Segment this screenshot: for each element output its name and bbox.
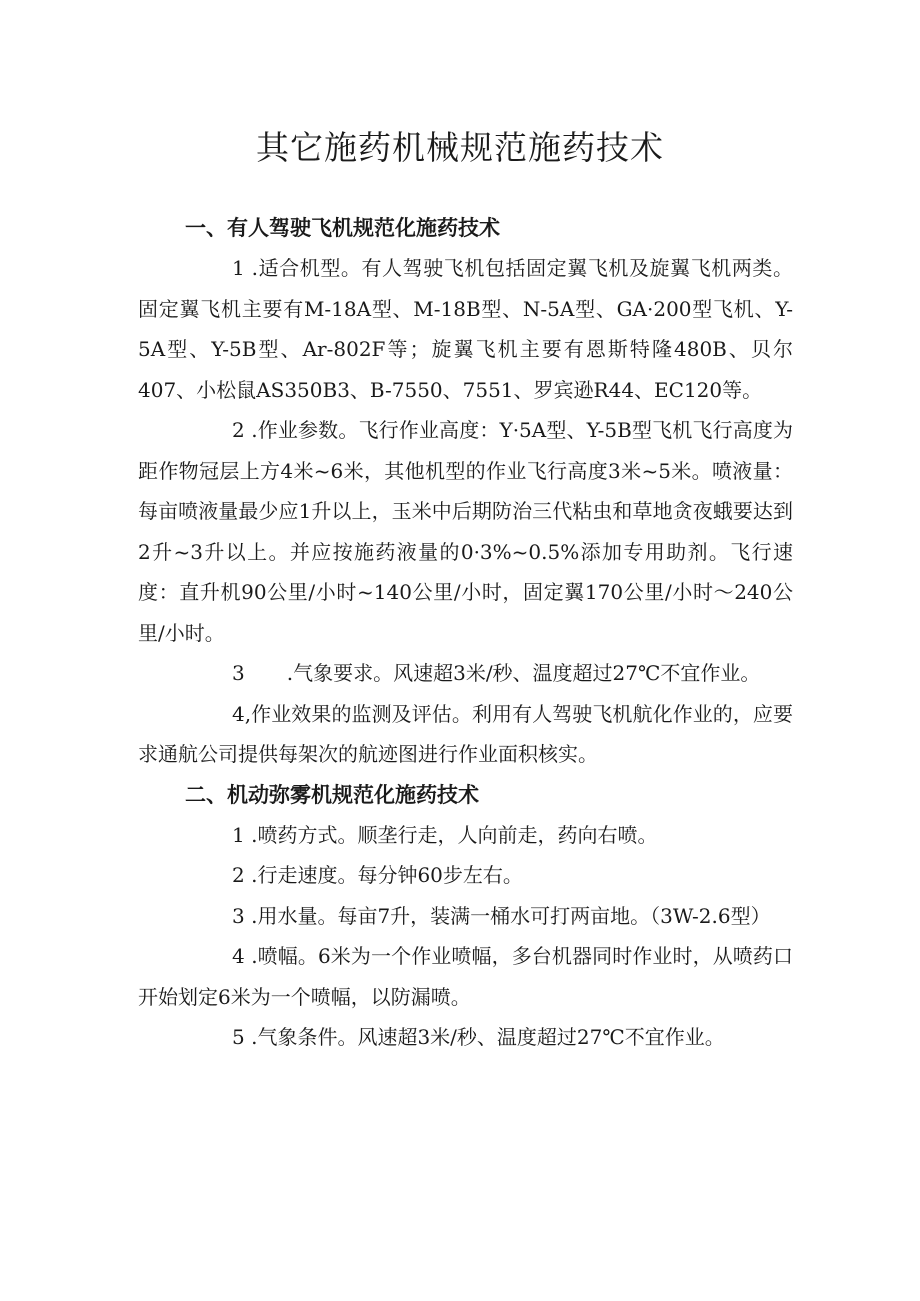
paragraph <box>138 1017 793 1058</box>
paragraph <box>138 694 793 775</box>
paragraph <box>138 936 793 1017</box>
paragraph-number: 3 <box>232 661 245 685</box>
paragraph-number: 3 <box>232 903 245 928</box>
document-title: 其它施药机械规范施药技术 <box>256 128 664 167</box>
document-body <box>138 208 793 1058</box>
paragraph-number: 2 <box>232 418 245 442</box>
paragraph-text: .气象条件。风速超3米/秒、温度超过27℃不宜作业。 <box>251 1025 725 1049</box>
paragraph-text: .作业参数。飞行作业高度：Y·5A型、Y-5B型飞机飞行高度为距作物冠层上方4米~6米，其他机型的作业飞行高度3米~5米。喷液量：每亩喷液量最少应1升以上，玉米中后期防治三代粘虫和草地贪夜蛾要达到2升~3升以上。并应按施药液量的0·3%~0.5%添加专用助剂。飞行速度：直升机90公里/小时~140公里/小时，固定翼170公里/小时～240公里/小时。 <box>138 418 794 645</box>
paragraph-number: 2 <box>232 863 245 887</box>
paragraph-number: 5 <box>232 1025 245 1049</box>
paragraph-text: .喷药方式。顺垄行走，人向前走，药向右喷。 <box>251 822 658 847</box>
paragraph-text: .适合机型。有人驾驶飞机包括固定翼飞机及旋翼飞机两类。固定翼飞机主要有M-18A型、M-18B型、N-5A型、GA·200型飞机、Y-5A型、Y-5B型、Ar-802F等；旋翼飞机主要有恩斯特隆480B、贝尔407、小松鼠AS350B3、B-7550、7551、罗宾逊R44、EC120等。 <box>138 256 793 402</box>
paragraph-number: 4 <box>232 944 245 968</box>
paragraph-text: .喷幅。6米为一个作业喷幅，多台机器同时作业时，从喷药口开始划定6米为一个喷幅，以防漏喷。 <box>138 944 793 1009</box>
paragraph-number: 1 <box>232 256 245 280</box>
paragraph <box>138 410 793 653</box>
paragraph-text: .行走速度。每分钟60步左右。 <box>251 863 523 887</box>
paragraph <box>138 653 793 694</box>
paragraph <box>138 896 793 937</box>
paragraph-text: 作业效果的监测及评估。利用有人驾驶飞机航化作业的，应要求通航公司提供每架次的航迹图进行作业面积核实。 <box>138 701 793 766</box>
paragraph <box>138 248 793 410</box>
section-heading: 一、有人驾驶飞机规范化施药技术 <box>185 216 500 240</box>
paragraph <box>138 815 793 856</box>
paragraph-number: 4, <box>232 701 252 726</box>
section-heading: 二、机动弥雾机规范化施药技术 <box>185 782 479 807</box>
paragraph-text: .用水量。每亩7升，装满一桶水可打两亩地。（3W-2.6型） <box>251 903 771 928</box>
paragraph-text: .气象要求。风速超3米/秒、温度超过27℃不宜作业。 <box>286 661 761 685</box>
paragraph-number: 1 <box>232 822 245 847</box>
paragraph <box>138 855 793 896</box>
